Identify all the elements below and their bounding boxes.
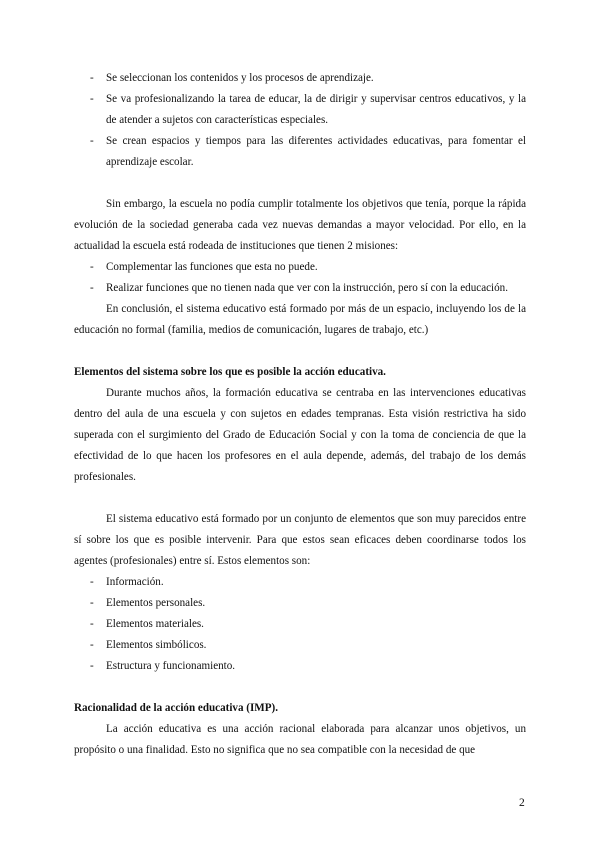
list-item: - Estructura y funcionamiento. [74,656,526,677]
bullet-dash: - [90,576,94,588]
list-item: - Información. [74,572,526,593]
bullet-dash: - [90,618,94,630]
bullet-dash: - [90,261,94,273]
paragraph-conclusion: En conclusión, el sistema educativo está formado por más de un espacio, incluyendo los de la educación no formal (familia, medios de comunicación, lugares de trabajo, etc.) [74,303,526,336]
list-item: - Elementos materiales. [74,614,526,635]
list-item: - Se seleccionan los contenidos y los procesos de aprendizaje. [74,68,526,89]
bullet-list-school-functions [74,68,526,173]
list-item: - Elementos simbólicos. [74,635,526,656]
list-item: - Complementar las funciones que esta no puede. [74,257,526,278]
spacer [74,488,526,509]
page-content [74,68,526,761]
list-item: - Elementos personales. [74,593,526,614]
list-item: - Realizar funciones que no tienen nada que ver con la instrucción, pero sí con la educación. [74,278,526,299]
bullet-dash: - [90,135,94,147]
spacer [74,341,526,362]
spacer [74,173,526,194]
bullet-dash: - [90,282,94,294]
bullet-dash: - [90,660,94,672]
spacer [74,677,526,698]
section-heading-elementos: Elementos del sistema sobre los que es posible la acción educativa. [74,366,386,378]
section-heading-racionalidad: Racionalidad de la acción educativa (IMP). [74,702,278,714]
bullet-list-missions [74,257,526,299]
bullet-dash: - [90,93,94,105]
list-item: - Se crean espacios y tiempos para las diferentes actividades educativas, para fomentar el aprendizaje escolar. [74,131,526,173]
bullet-dash: - [90,72,94,84]
paragraph-sistema-educativo: El sistema educativo está formado por un conjunto de elementos que son muy parecidos entre sí sobre los que es posible intervenir. Para que estos sean eficaces deben coordinarse todos los agentes (profesionales) entre sí. Estos elementos son: [74,513,526,567]
paragraph-accion-educativa: La acción educativa es una acción racional elaborada para alcanzar unos objetivos, un propósito o una finalidad. Esto no significa que no sea compatible con la necesidad de que [74,723,526,756]
page-number: 2 [519,797,525,809]
bullet-list-elements [74,572,526,677]
list-item: - Se va profesionalizando la tarea de educar, la de dirigir y supervisar centros educativos, y la de atender a sujetos con características especiales. [74,89,526,131]
bullet-dash: - [90,597,94,609]
paragraph-sin-embargo: Sin embargo, la escuela no podía cumplir totalmente los objetivos que tenía, porque la rápida evolución de la sociedad generaba cada vez nuevas demandas a mayor velocidad. Por ello, en la actualidad la escuela está rodeada de instituciones que tienen 2 misiones: [74,198,526,252]
paragraph-durante: Durante muchos años, la formación educativa se centraba en las intervenciones educativas dentro del aula de una escuela y con sujetos en edades tempranas. Esta visión restrictiva ha sido superada con el surgimiento del Grado de Educación Social y con la toma de conciencia de que la efectividad de lo que hacen los profesores en el aula depende, además, del trabajo de los demás profesionales. [74,387,526,483]
bullet-dash: - [90,639,94,651]
